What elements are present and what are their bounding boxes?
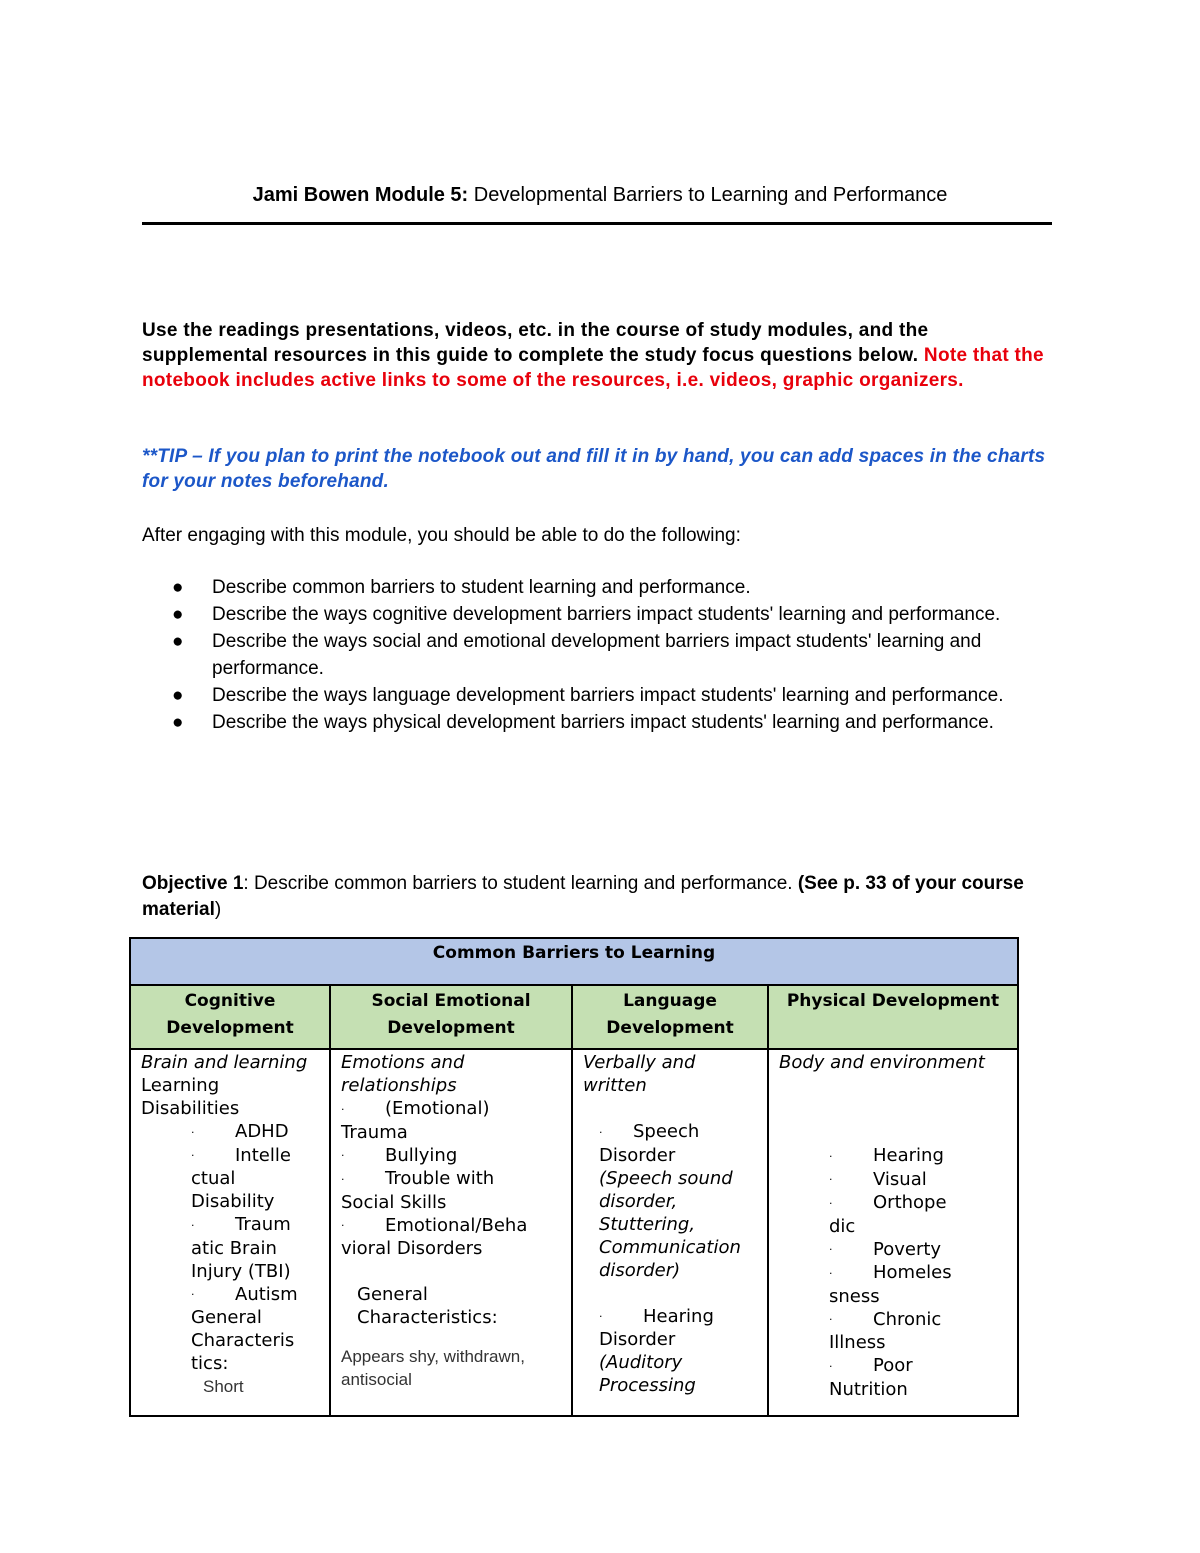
list-item: ● Describe common barriers to student learning and performance. bbox=[142, 574, 1057, 601]
intro-paragraph bbox=[142, 318, 1057, 393]
column-header-cognitive: Cognitive Development bbox=[130, 985, 330, 1049]
list-item: ● Describe the ways cognitive development barriers impact students' learning and performance. bbox=[142, 601, 1057, 628]
objective-1-heading: Objective 1: Describe common barriers to student learning and performance. (See p. 33 of your course material) bbox=[142, 873, 1024, 920]
bullet-icon: ● bbox=[172, 604, 184, 625]
intro-note: Note that the notebook includes active links to some of the resources, i.e. videos, graphic organizers. bbox=[142, 345, 1044, 391]
column-header-language: Language Development bbox=[572, 985, 768, 1049]
title-author-module: Jami Bowen Module 5: bbox=[252, 184, 469, 206]
barriers-table bbox=[129, 937, 1019, 1417]
bullet-icon: ● bbox=[172, 577, 184, 598]
objective-1-label: Objective 1 bbox=[142, 873, 244, 894]
language-cell: Verbally and written · Speech Disorder (Speech sound disorder, Stuttering, Communication disorder) · Hearing Disorder (Auditory Processing bbox=[572, 1049, 768, 1416]
objectives-lead: After engaging with this module, you should be able to do the following: bbox=[142, 525, 741, 546]
title-divider bbox=[142, 222, 1052, 225]
physical-cell: Body and environment · Hearing · Visual · Orthope dic · Poverty · Homeles sness · Chronic Illness · Poor Nutrition bbox=[768, 1049, 1018, 1416]
title-subject: Developmental Barriers to Learning and Performance bbox=[468, 184, 948, 206]
objectives-list bbox=[142, 574, 1057, 736]
list-item: ● Describe the ways social and emotional development barriers impact students' learning and performance. bbox=[142, 628, 1057, 682]
bullet-icon: ● bbox=[172, 712, 184, 733]
intro-instructions: Use the readings presentations, videos, etc. in the course of study modules, and the supplemental resources in this guide to complete the study focus questions below. bbox=[142, 320, 929, 366]
page-title bbox=[0, 184, 1200, 207]
column-header-social-emotional: Social Emotional Development bbox=[330, 985, 572, 1049]
social-emotional-cell: Emotions and relationships · (Emotional) Trauma · Bullying · Trouble with Social Skills · Emotional/Beha vioral Disorders General Characteristics: Appears shy, withdrawn, antisocial bbox=[330, 1049, 572, 1416]
tip-paragraph: **TIP – If you plan to print the notebook out and fill it in by hand, you can add spaces in the charts for your notes beforehand. bbox=[142, 446, 1046, 492]
bullet-icon: ● bbox=[172, 685, 184, 706]
cognitive-cell: Brain and learning Learning Disabilities · ADHD · Intelle ctual Disability · Traum atic Brain Injury (TBI) · Autism General Characteris tics: Short bbox=[130, 1049, 330, 1416]
bullet-icon: ● bbox=[172, 631, 184, 652]
list-item: ● Describe the ways physical development barriers impact students' learning and performance. bbox=[142, 709, 1057, 736]
list-item: ● Describe the ways language development barriers impact students' learning and performance. bbox=[142, 682, 1057, 709]
column-header-physical: Physical Development bbox=[768, 985, 1018, 1049]
table-title: Common Barriers to Learning bbox=[130, 938, 1018, 985]
